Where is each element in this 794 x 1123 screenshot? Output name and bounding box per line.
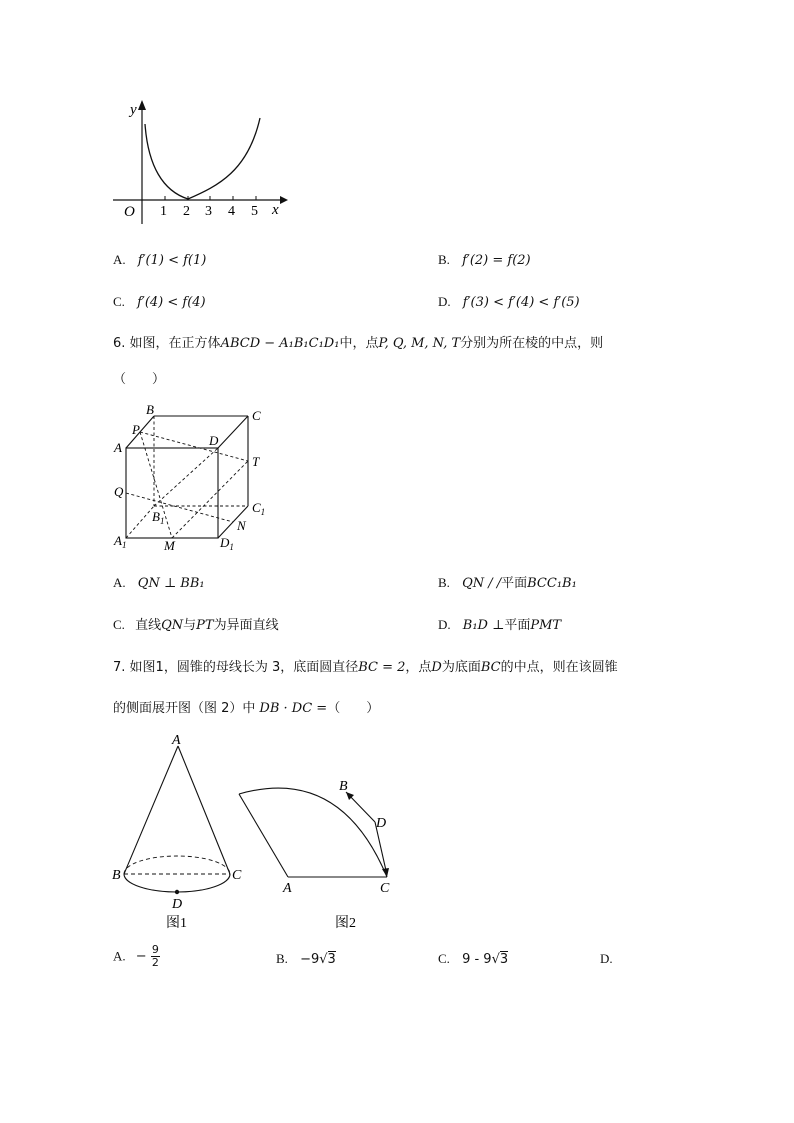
cone-base-back: [124, 856, 230, 874]
q6-number: 6.: [113, 336, 126, 351]
label-T: T: [252, 454, 260, 469]
option-letter: B.: [438, 252, 450, 267]
label-N: N: [237, 518, 246, 533]
sector-figure: [230, 770, 405, 935]
y-label: y: [130, 102, 137, 118]
q6-stem: 6. 如图，在正方体ABCD − A₁B₁C₁D₁中，点P, Q, M, N, T分别为所在棱的中点，则: [113, 336, 604, 351]
tick-label-4: 4: [228, 204, 235, 219]
cube-figure: [108, 400, 278, 555]
label-B: B: [146, 402, 154, 417]
q7-stem-line2: 的侧面展开图（图 2）中 DB · DC =（ ）: [113, 701, 380, 716]
sector-label-B: B: [339, 779, 348, 794]
arc-bc: BC: [480, 660, 501, 675]
tick-label-1: 1: [160, 204, 167, 219]
sector-label-C: C: [380, 881, 390, 896]
q7-option-b[interactable]: B. −9√3: [276, 951, 336, 967]
y-axis-arrow: [138, 100, 146, 110]
point-D: [175, 890, 179, 894]
q6-option-a[interactable]: A. QN ⊥ BB₁: [113, 575, 205, 591]
cone-base-front: [124, 874, 230, 892]
q6-option-c[interactable]: C. 直线QN与PT为异面直线: [113, 617, 279, 633]
q5-option-c[interactable]: [113, 294, 206, 311]
option-letter: C.: [113, 294, 125, 309]
x-label: x: [272, 202, 279, 218]
label-M: M: [164, 538, 175, 553]
q6-paren: （ ）: [113, 372, 166, 387]
cone-label-C: C: [232, 868, 242, 883]
fig1-caption: 图1: [166, 916, 187, 931]
q6-option-b[interactable]: B. QN / /平面BCC₁B₁: [438, 575, 577, 591]
function-curve: [145, 118, 260, 199]
label-B1: $B_1$: [152, 509, 165, 526]
q7-option-a[interactable]: A. − $\frac{9}{2}$: [113, 943, 159, 969]
q6-option-d[interactable]: D. B₁D ⊥平面PMT: [438, 617, 562, 633]
q5-option-d[interactable]: [438, 294, 580, 311]
q5-option-b[interactable]: [438, 252, 531, 269]
tick-label-5: 5: [251, 204, 258, 219]
option-expr: f′(4) < f(4): [137, 295, 206, 310]
cone-label-A: A: [172, 733, 181, 748]
q7-option-d[interactable]: D.: [600, 951, 613, 966]
option-expr: f′(3) < f′(4) < f′(5): [462, 295, 580, 310]
vector-product: DB · DC =: [259, 701, 328, 716]
sector-label-A: A: [283, 881, 292, 896]
q7-option-c[interactable]: C. 9 - 9√3: [438, 951, 509, 967]
cube-name: ABCD − A₁B₁C₁D₁: [220, 336, 340, 351]
cone-figure: [110, 730, 250, 935]
fig2-caption: 图2: [335, 916, 356, 931]
option-expr: f′(1) < f(1): [137, 253, 207, 268]
midpoints: P, Q, M, N, T: [378, 336, 461, 351]
label-Q: Q: [114, 484, 124, 499]
cone-label-B: B: [112, 868, 121, 883]
label-A1: $A_1$: [114, 533, 127, 550]
label-D1: $D_1$: [220, 535, 234, 552]
cube-front-face: [126, 448, 218, 538]
tick-label-2: 2: [183, 204, 190, 219]
origin-label: O: [124, 204, 135, 220]
tick-label-3: 3: [205, 204, 212, 219]
label-P: P: [132, 422, 140, 437]
sector-label-D: D: [376, 816, 387, 831]
option-expr: f′(2) = f(2): [462, 253, 531, 268]
label-C: C: [252, 408, 261, 423]
fraction: $\frac{9}{2}$: [151, 943, 159, 969]
label-D: D: [209, 433, 219, 448]
x-axis-arrow: [280, 196, 288, 204]
q5-option-a[interactable]: [113, 252, 206, 269]
q7-number: 7.: [113, 660, 126, 675]
option-letter: D.: [438, 294, 451, 309]
q7-stem-line1: 7. 如图1，圆锥的母线长为 3，底面圆直径BC = 2，点D为底面BC的中点，则在该圆锥: [113, 660, 618, 675]
function-graph: [108, 96, 288, 226]
cone-label-D: D: [172, 897, 183, 912]
label-A: A: [114, 440, 122, 455]
label-C1: $C_1$: [252, 500, 266, 517]
option-letter: A.: [113, 252, 126, 267]
